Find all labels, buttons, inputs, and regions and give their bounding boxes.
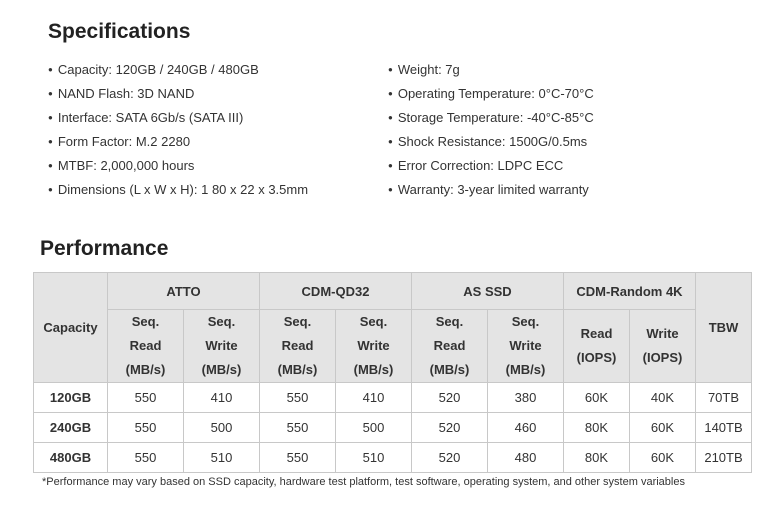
value-cell: 510 — [184, 443, 260, 473]
table-row — [34, 443, 752, 473]
value-cell: 80K — [564, 413, 630, 443]
specifications-heading: Specifications — [48, 20, 191, 43]
metric-header — [108, 310, 184, 383]
table-header-row-metrics — [34, 310, 752, 383]
metric-header-line: Write — [509, 338, 542, 353]
metric-header-line: (IOPS) — [642, 350, 683, 365]
table-row — [34, 413, 752, 443]
metric-header-line: Read — [281, 338, 314, 353]
spec-item: ● Dimensions (L x W x H): 1 80 x 22 x 3.5mm — [48, 180, 308, 204]
performance-heading: Performance — [40, 237, 169, 260]
metric-header — [412, 310, 488, 383]
value-cell: 410 — [336, 383, 412, 413]
metric-header — [564, 310, 630, 383]
atto-header: ATTO — [108, 273, 260, 310]
spec-item: ● Storage Temperature: -40°C-85°C — [388, 108, 594, 132]
metric-header-line: Write — [357, 338, 390, 353]
metric-header — [260, 310, 336, 383]
spec-item: ● Capacity: 120GB / 240GB / 480GB — [48, 60, 308, 84]
value-cell: 520 — [412, 443, 488, 473]
metric-header-line: (MB/s) — [429, 362, 470, 377]
performance-footnote: *Performance may vary based on SSD capacity, hardware test platform, test software, operating system, and other system variables — [42, 476, 685, 488]
metric-header-line: (MB/s) — [125, 362, 166, 377]
value-cell: 210TB — [696, 443, 752, 473]
spec-item: ● Operating Temperature: 0°C-70°C — [388, 84, 594, 108]
value-cell: 380 — [488, 383, 564, 413]
capacity-header: Capacity — [34, 273, 108, 383]
metric-header-line: Read — [433, 338, 466, 353]
metric-header-line: (MB/s) — [505, 362, 546, 377]
spec-item: ● Form Factor: M.2 2280 — [48, 132, 308, 156]
capacity-cell: 480GB — [34, 443, 108, 473]
spec-item: ● NAND Flash: 3D NAND — [48, 84, 308, 108]
value-cell: 550 — [260, 443, 336, 473]
metric-header-line: Write — [646, 326, 679, 341]
value-cell: 510 — [336, 443, 412, 473]
metric-header-line: Seq. — [283, 314, 312, 329]
value-cell: 410 — [184, 383, 260, 413]
value-cell: 520 — [412, 383, 488, 413]
metric-header — [488, 310, 564, 383]
value-cell: 550 — [108, 383, 184, 413]
cdm-random-4k-header: CDM-Random 4K — [564, 273, 696, 310]
metric-header — [336, 310, 412, 383]
value-cell: 520 — [412, 413, 488, 443]
metric-header — [630, 310, 696, 383]
value-cell: 500 — [184, 413, 260, 443]
spec-item: ● Error Correction: LDPC ECC — [388, 156, 594, 180]
metric-header-line: (IOPS) — [576, 350, 617, 365]
metric-header-line: (MB/s) — [277, 362, 318, 377]
metric-header-line: Read — [580, 326, 613, 341]
value-cell: 500 — [336, 413, 412, 443]
metric-header-line: Seq. — [359, 314, 388, 329]
value-cell: 140TB — [696, 413, 752, 443]
metric-header-line: Write — [205, 338, 238, 353]
performance-table-body — [34, 383, 752, 473]
value-cell: 80K — [564, 443, 630, 473]
metric-header-line: Seq. — [435, 314, 464, 329]
table-header-row-groups — [34, 273, 752, 310]
tbw-header: TBW — [696, 273, 752, 383]
spec-item: ● MTBF: 2,000,000 hours — [48, 156, 308, 180]
as-ssd-header: AS SSD — [412, 273, 564, 310]
value-cell: 70TB — [696, 383, 752, 413]
performance-table — [33, 272, 752, 473]
value-cell: 550 — [260, 383, 336, 413]
spec-item: ● Interface: SATA 6Gb/s (SATA III) — [48, 108, 308, 132]
specs-right-list — [388, 60, 594, 204]
value-cell: 550 — [108, 443, 184, 473]
table-row — [34, 383, 752, 413]
value-cell: 550 — [108, 413, 184, 443]
value-cell: 550 — [260, 413, 336, 443]
metric-header-line: Read — [129, 338, 162, 353]
value-cell: 60K — [630, 443, 696, 473]
metric-header — [184, 310, 260, 383]
metric-header-line: Seq. — [131, 314, 160, 329]
cdm-qd32-header: CDM-QD32 — [260, 273, 412, 310]
spec-item: ● Warranty: 3-year limited warranty — [388, 180, 594, 204]
metric-header-line: (MB/s) — [201, 362, 242, 377]
value-cell: 40K — [630, 383, 696, 413]
value-cell: 60K — [564, 383, 630, 413]
value-cell: 480 — [488, 443, 564, 473]
capacity-cell: 240GB — [34, 413, 108, 443]
spec-item: ● Weight: 7g — [388, 60, 594, 84]
value-cell: 60K — [630, 413, 696, 443]
value-cell: 460 — [488, 413, 564, 443]
spec-item: ● Shock Resistance: 1500G/0.5ms — [388, 132, 594, 156]
capacity-cell: 120GB — [34, 383, 108, 413]
metric-header-line: Seq. — [511, 314, 540, 329]
metric-header-line: (MB/s) — [353, 362, 394, 377]
specs-left-list — [48, 60, 308, 204]
metric-header-line: Seq. — [207, 314, 236, 329]
